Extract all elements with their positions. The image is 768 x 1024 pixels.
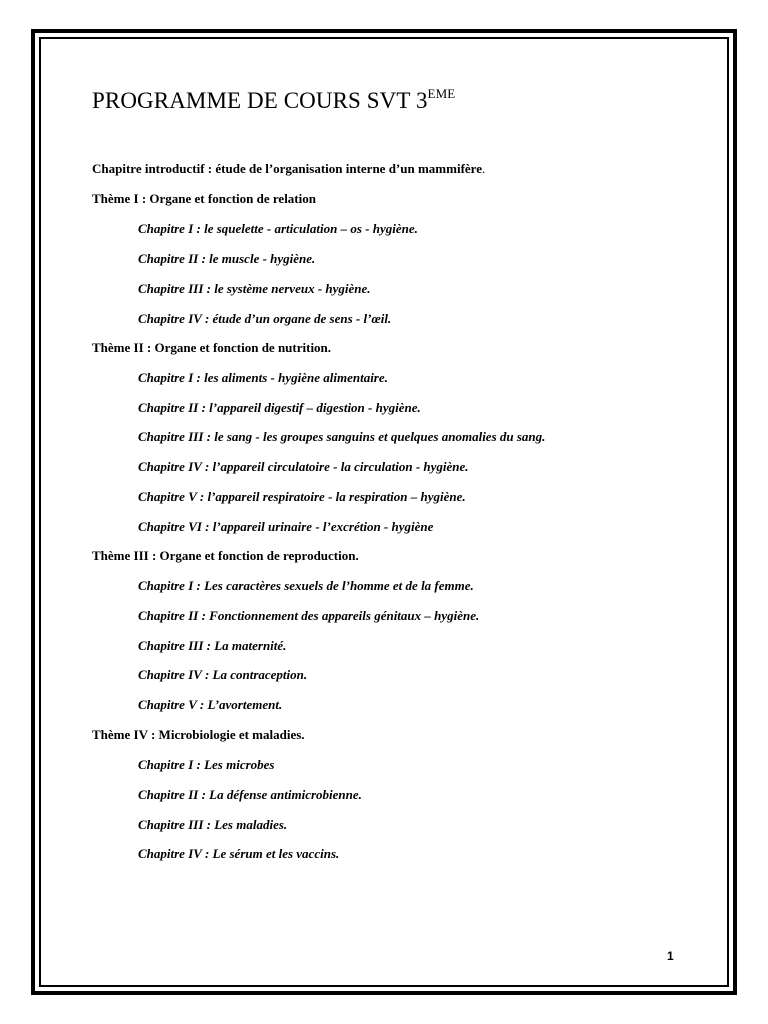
chapter-item: Chapitre II : l’appareil digestif – digestion - hygiène. xyxy=(138,400,421,415)
chapter-item: Chapitre IV : Le sérum et les vaccins. xyxy=(138,846,340,861)
chapter-item: Chapitre V : l’appareil respiratoire - la respiration – hygiène. xyxy=(138,489,466,504)
intro-chapter-text: Chapitre introductif : étude de l’organisation interne d’un mammifère xyxy=(92,161,482,176)
chapter-item: Chapitre II : La défense antimicrobienne. xyxy=(138,787,362,802)
chapter-item: Chapitre V : L’avortement. xyxy=(138,697,283,712)
chapter-item: Chapitre I : les aliments - hygiène alimentaire. xyxy=(138,370,388,385)
chapter-item: Chapitre II : Fonctionnement des appareils génitaux – hygiène. xyxy=(138,608,480,623)
chapter-item: Chapitre IV : La contraception. xyxy=(138,667,308,682)
theme-3-heading: Thème III : Organe et fonction de reproduction. xyxy=(92,548,359,563)
chapter-item: Chapitre II : le muscle - hygiène. xyxy=(138,251,316,266)
page-title xyxy=(92,88,455,114)
theme-4-heading: Thème IV : Microbiologie et maladies. xyxy=(92,727,305,742)
chapter-item: Chapitre I : Les microbes xyxy=(138,757,275,772)
intro-chapter-punct: . xyxy=(481,161,486,176)
chapter-item: Chapitre III : La maternité. xyxy=(138,638,287,653)
theme-2-heading: Thème II : Organe et fonction de nutrition. xyxy=(92,340,332,355)
chapter-item: Chapitre I : Les caractères sexuels de l’homme et de la femme. xyxy=(138,578,474,593)
page-border-inner xyxy=(39,37,729,987)
chapter-item: Chapitre IV : étude d’un organe de sens - l’œil. xyxy=(138,311,392,326)
title-superscript: EME xyxy=(427,86,456,101)
chapter-item: Chapitre IV : l’appareil circulatoire - la circulation - hygiène. xyxy=(138,459,469,474)
chapter-item: Chapitre I : le squelette - articulation – os - hygiène. xyxy=(138,221,418,236)
theme-1-heading: Thème I : Organe et fonction de relation xyxy=(92,191,316,206)
chapter-item: Chapitre VI : l’appareil urinaire - l’excrétion - hygiène xyxy=(138,519,434,534)
page-number: 1 xyxy=(667,949,674,963)
chapter-item: Chapitre III : Les maladies. xyxy=(138,817,288,832)
intro-chapter xyxy=(92,161,485,177)
chapter-item: Chapitre III : le système nerveux - hygiène. xyxy=(138,281,371,296)
title-text: PROGRAMME DE COURS SVT 3 xyxy=(92,88,428,113)
chapter-item: Chapitre III : le sang - les groupes sanguins et quelques anomalies du sang. xyxy=(138,429,546,444)
